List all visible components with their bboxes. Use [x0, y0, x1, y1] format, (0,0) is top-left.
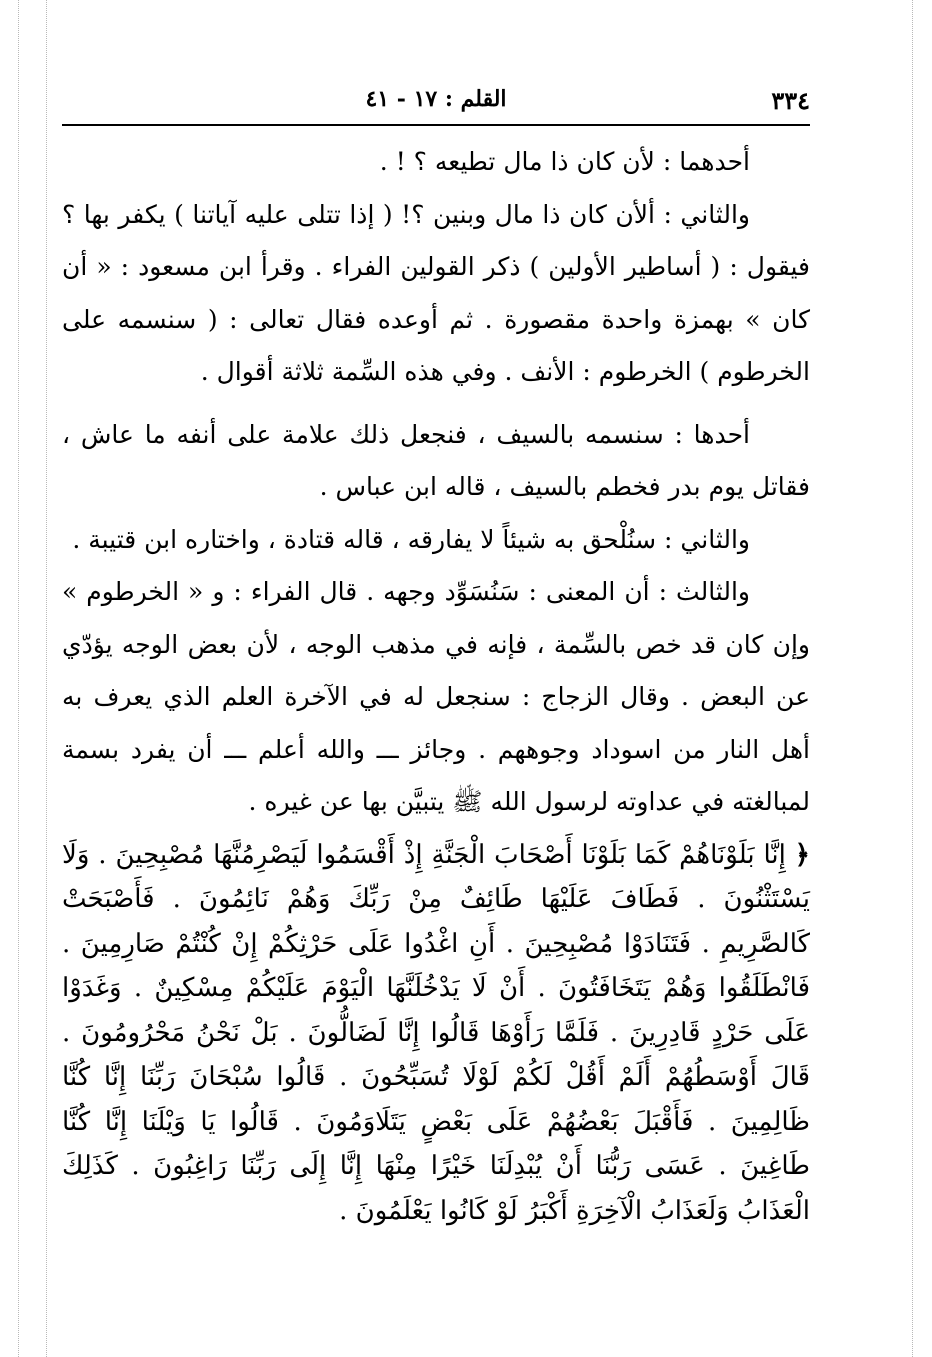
- paragraph: أحدها : سنسمه بالسيف ، فنجعل ذلك علامة على أنفه ما عاش ، فقاتل يوم بدر فخطم بالسيف ، قاله ابن عباس .: [62, 419, 810, 501]
- commentary-body: [62, 132, 810, 1233]
- quran-text: إِنَّا بَلَوْنَاهُمْ كَمَا بَلَوْنَا أَصْحَابَ الْجَنَّةِ إِذْ أَقْسَمُوا لَيَصْرِمُنَّهَا مُصْبِحِينَ . وَلَا يَسْتَثْنُونَ . فَطَافَ عَلَيْهَا طَائِفٌ مِنْ رَبِّكَ وَهُمْ نَائِمُونَ . فَأَصْبَحَتْ كَالصَّرِيمِ . فَتَنَادَوْا مُصْبِحِينَ . أَنِ اغْدُوا عَلَى حَرْثِكُمْ إِنْ كُنْتُمْ صَارِمِينَ . فَانْطَلَقُوا وَهُمْ يَتَخَافَتُونَ . أَنْ لَا يَدْخُلَنَّهَا الْيَوْمَ عَلَيْكُمْ مِسْكِينٌ . وَغَدَوْا عَلَى حَرْدٍ قَادِرِينَ . فَلَمَّا رَأَوْهَا قَالُوا إِنَّا لَضَالُّونَ . بَلْ نَحْنُ مَحْرُومُونَ . قَالَ أَوْسَطُهُمْ أَلَمْ أَقُلْ لَكُمْ لَوْلَا تُسَبِّحُونَ . قَالُوا سُبْحَانَ رَبِّنَا إِنَّا كُنَّا ظَالِمِينَ . فَأَقْبَلَ بَعْضُهُمْ عَلَى بَعْضٍ يَتَلَاوَمُونَ . قَالُوا يَا وَيْلَنَا إِنَّا كُنَّا طَاغِينَ . عَسَى رَبُّنَا أَنْ يُبْدِلَنَا خَيْرًا مِنْهَا إِنَّا إِلَى رَبِّنَا رَاغِبُونَ . كَذَلِكَ الْعَذَابُ وَلَعَذَابُ الْآخِرَةِ أَكْبَرُ لَوْ كَانُوا يَعْلَمُونَ .: [62, 839, 811, 1226]
- header-rule: [62, 124, 810, 126]
- quran-open-bracket: ﴿: [794, 839, 811, 870]
- scan-dotted-line: [912, 0, 913, 1357]
- scan-dotted-line: [46, 0, 47, 1357]
- page-header: [62, 86, 810, 118]
- paragraph: والثاني : سنُلْحق به شيئاً لا يفارقه ، قاله قتادة ، واختاره ابن قتيبة .: [72, 524, 750, 554]
- paragraph: والثاني : ألأن كان ذا مال وبنين ؟! ( إذا تتلى عليه آياتنا ) يكفر بها ؟ فيقول : ( أساطير الأولين ) ذكر القولين الفراء . وقرأ ابن مسعود : « أن كان » بهمزة واحدة مقصورة . ثم أوعده فقال تعالى : ( سنسمه على الخرطوم ) الخرطوم : الأنف . وفي هذه السِّمة ثلاثة أقوال .: [62, 199, 810, 386]
- paragraph: والثالث : أن المعنى : سَنُسَوِّد وجهه . قال الفراء : و « الخرطوم » وإن كان قد خص بالسِّمة ، فإنه في مذهب الوجه ، لأن بعض الوجه يؤدّي عن البعض . وقال الزجاج : سنجعل له في الآخرة العلم الذي يعرف به أهل النار من اسوداد وجوههم . وجائز ـــ والله أعلم ـــ أن يفرد بسمة لمبالغته في عداوته لرسول الله ﷺ يتبيَّن بها عن غيره .: [62, 577, 810, 816]
- page-number: ٣٣٤: [771, 86, 810, 115]
- scan-dotted-line: [18, 0, 19, 1357]
- paragraph: أحدهما : لأن كان ذا مال تطيعه ؟ ! .: [379, 147, 750, 176]
- running-head: القلم : ١٧ - ٤١: [365, 86, 507, 112]
- quran-verses: [62, 833, 810, 1234]
